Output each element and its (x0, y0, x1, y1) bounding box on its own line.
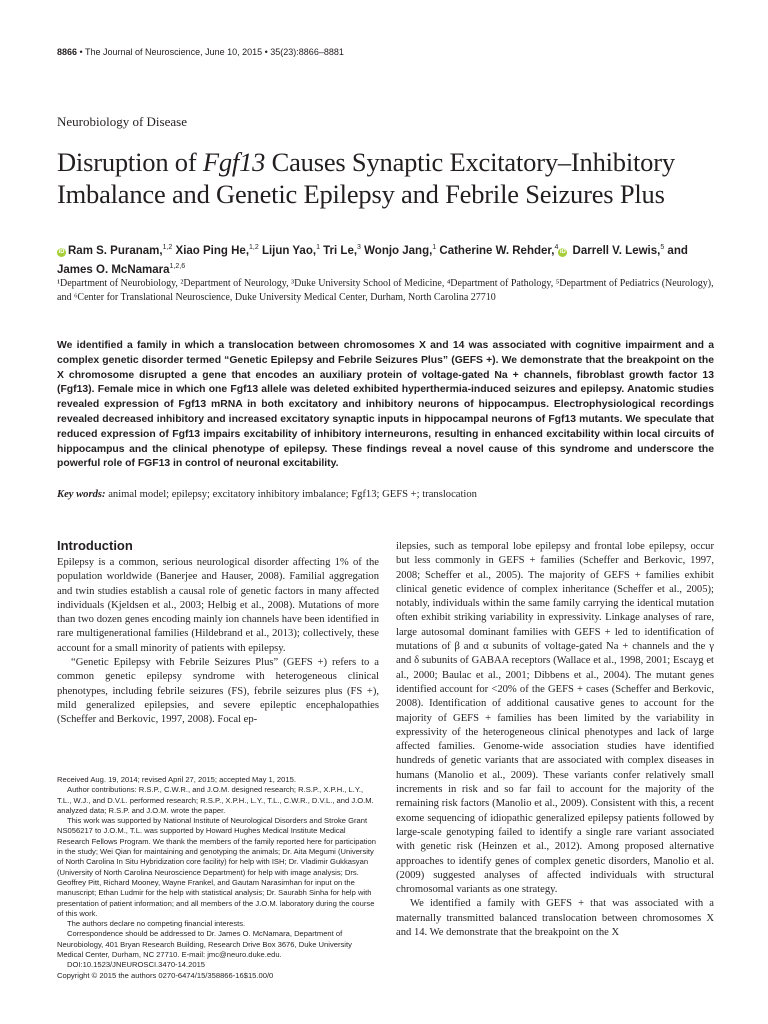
footnote-item: DOI:10.1523/JNEUROSCI.3470-14.2015 (67, 960, 206, 970)
footnote-item: Author contributions: R.S.P., C.W.R., and J.O.M. designed research; R.S.P., X.P.H., L.Y., T.L., W.J., and D.V.L. performed research; R.S.P., X.P.H., L.Y., T.L., C.W.R., D.V.L., and J.O.M. analyzed data; R.S.P. and J.O.M. wrote the paper. (57, 785, 374, 815)
author-affiliation-marker: 1 (316, 244, 320, 251)
author-name (436, 245, 558, 257)
journal-citation: • The Journal of Neuroscience, June 10, 2015 • 35(23):8866–8881 (77, 47, 344, 57)
intro-paragraph-3: ilepsies, such as temporal lobe epilepsy and frontal lobe epilepsy, occur but less commonly in GEFS + families (Scheffer and Berkovic, 1997, 2008; Scheffer et al., 2005). The majority of GEFS + families exhibit clinical genetic evidence of complex inheritance (Scheffer et al., 2005); notably, individuals within the same family carrying the identical mutation often exhibit striking variability in expressivity. Linkage analyses of rare, large autosomal dominant families with GEFS + led to identification of mutations of β and α subunits of voltage-gated Na + channels and the γ and δ subunits of GABAA receptors (Wallace et al., 1998, 2001; Escayg et al., 2000; Baulac et al., 2001; Dibbens et al., 2004). The mutant genes identified account for <20% of the GEFS + cases (Scheffer and Berkovic, 2008). Identification of additional causative genes to account for the majority of GEFS + families has been limited by the variability in expressivity of the heterogeneous clinical phenotypes and lack of large affected families. Genome-wide association studies have identified hundreds of genetic variants that are associated with complex diseases in humans (Manolio et al., 2009). These variants confer relatively small increments in risk and so far fail to account for the majority of the remaining risk factors (Manolio et al., 2009). Consistent with this, a recent exome sequencing of idiopathic generalized epilepsy patients followed by large-scale genotyping failed to identify a single rare variant associated with genetic risk (Heinzen et al., 2012). Among proposed alternative approaches to identify genes of complex genetic disorders, Manolio et al. (2009) suggested analyses of affected individuals with structural chromosomal variants as one strategy. (396, 541, 714, 896)
author-name (558, 245, 664, 257)
author-text: Wonjo Jang, (360, 244, 433, 257)
orcid-icon[interactable]: iD (58, 248, 65, 255)
left-column (57, 556, 379, 728)
orcid-icon[interactable]: iD (559, 248, 566, 255)
author-text: Lijun Yao, (258, 244, 317, 257)
intro-paragraph-2: “Genetic Epilepsy with Febrile Seizures Plus” (GEFS +) refers to a common genetic epilepsy syndrome with heterogeneous clinical phenotypes, including febrile seizures (FS), febrile seizures plus (FS +), mild generalized epilepsies, and severe epileptic encephalopathies (Scheffer and Berkovic, 1997, 2008). Focal ep- (57, 657, 379, 726)
author-affiliation-marker: 4 (554, 244, 559, 251)
footnote-item: The authors declare no competing financial interests. (67, 919, 246, 929)
author-affiliation-marker: 1,2,6 (169, 262, 186, 270)
article-title: Disruption of Fgf13 Causes Synaptic Excitatory–Inhibitory Imbalance and Genetic Epilepsy and Febrile Seizures Plus (57, 147, 675, 209)
gene-name: Fgf13 (202, 147, 266, 177)
intro-paragraph-1: Epilepsy is a common, serious neurological disorder affecting 1% of the population worldwide (Banerjee and Hauser, 2008). Familial aggregation and twin studies establish a causal role of genetic factors in many affected individuals (Kjeldsen et al., 2003; Helbig et al., 2008). Mutations of more than two dozen genes encoding mainly ion channels have been identified in rare multigenerational families (Hildebrand et al., 2013); collectively, these account for a small minority of patients with epilepsy. (57, 557, 379, 654)
footnote-item: Received Aug. 19, 2014; revised April 27, 2015; accepted May 1, 2015. (57, 775, 296, 784)
right-column (396, 540, 714, 940)
author-affiliation-marker: 3 (357, 244, 361, 251)
keywords (57, 488, 714, 502)
author-name (361, 245, 436, 257)
author-text: Tri Le, (319, 244, 358, 257)
abstract: We identified a family in which a translocation between chromosomes X and 14 was associated with cognitive impairment and a complex genetic disorder termed “Genetic Epilepsy and Febrile Seizures Plus” (GEFS +). We demonstrate that the breakpoint on the X chromosome disrupted a gene that encodes an auxiliary protein of voltage-gated Na + channels, fibroblast growth factor 13 (Fgf13). Female mice in which one Fgf13 allele was deleted exhibited hyperthermia-induced seizures and epilepsy. Anatomic studies revealed expression of Fgf13 mRNA in both excitatory and inhibitory neurons of hippocampus. Electrophysiological recordings revealed decreased inhibitory and increased excitatory synaptic inputs in hippocampal neurons of Fgf13 mutants. We speculate that reduced expression of Fgf13 impairs excitability of inhibitory interneurons, resulting in enhanced excitability within local circuits of hippocampus and the clinical phenotype of epilepsy. These findings reveal a novel cause of this syndrome and underscore the powerful role of FGF13 in control of neuronal excitability. (57, 340, 714, 470)
intro-paragraph-4: We identified a family with GEFS + that was associated with a maternally transmitted balanced translocation between chromosomes X and 14. We demonstrate that the breakpoint on the X (396, 898, 714, 939)
footnote-item: Copyright © 2015 the authors 0270-6474/15/358866-16$15.00/0 (57, 970, 274, 980)
footnotes (57, 775, 379, 981)
author-name (259, 245, 320, 257)
author-affiliation-marker: 1,2 (162, 244, 173, 251)
keywords-text: animal model; epilepsy; excitatory inhibitory imbalance; Fgf13; GEFS +; translocation (105, 489, 477, 500)
page-number: 8866 (57, 47, 78, 57)
footnote-item: This work was supported by National Institute of Neurological Disorders and Stroke Grant NS056217 to J.O.M., T.L. was supported by Howard Hughes Medical Institute Medical Research Fellows Program. We thank the members of the family reported here for participation in the study; Wei Qian for maintaining and genotyping the animals; Dr. Aita Megumi (University of North Carolina In Situ Hybridization core facility) for help with ISH; Dr. Vladimir Gukkasyan (University of North Carolina Neuroscience Department) for help with image analysis; Drs. Geoffrey Pitt, Richard Mooney, Wayne Frankel, and Gautam Narasimhan for input on the manuscript; Ethan Ludmir for the help with statistical analysis; Dr. Saurabh Sinha for help with presentation of patient information; and all members of the J.O.M. laboratory during the course of this work. (57, 816, 376, 918)
running-head (57, 47, 344, 57)
section-label: Neurobiology of Disease (57, 114, 187, 129)
author-name (320, 245, 361, 257)
author-text: and James O. McNamara (57, 244, 688, 276)
keywords-label: Key words: (57, 489, 106, 500)
author-affiliation-marker: 1 (432, 244, 437, 251)
author-name (172, 245, 258, 257)
author-text: Darrell V. Lewis, (569, 244, 661, 257)
author-text: Catherine W. Rehder, (436, 244, 555, 257)
affiliations: ¹Department of Neurobiology, ²Department of Neurology, ³Duke University School of Medicine, ⁴Department of Pathology, ⁵Department of Pediatrics (Neurology), and ⁶Center for Translational Neuroscience, Duke University Medical Center, Durham, North Carolina 27710 (57, 278, 714, 303)
author-text: Xiao Ping He, (172, 244, 250, 257)
author-text: Ram S. Puranam, (68, 244, 163, 257)
author-name (57, 245, 172, 257)
introduction-heading: Introduction (57, 538, 133, 553)
author-affiliation-marker: 5 (660, 244, 665, 251)
author-affiliation-marker: 1,2 (249, 244, 259, 251)
footnote-item: Correspondence should be addressed to Dr. James O. McNamara, Department of Neurobiology, 401 Bryan Research Building, Research Drive Box 3676, Duke University Medical Center, Durham, NC 27710. E-mail: jmc@neuro.duke.edu. (57, 929, 352, 960)
author-list (57, 240, 717, 278)
